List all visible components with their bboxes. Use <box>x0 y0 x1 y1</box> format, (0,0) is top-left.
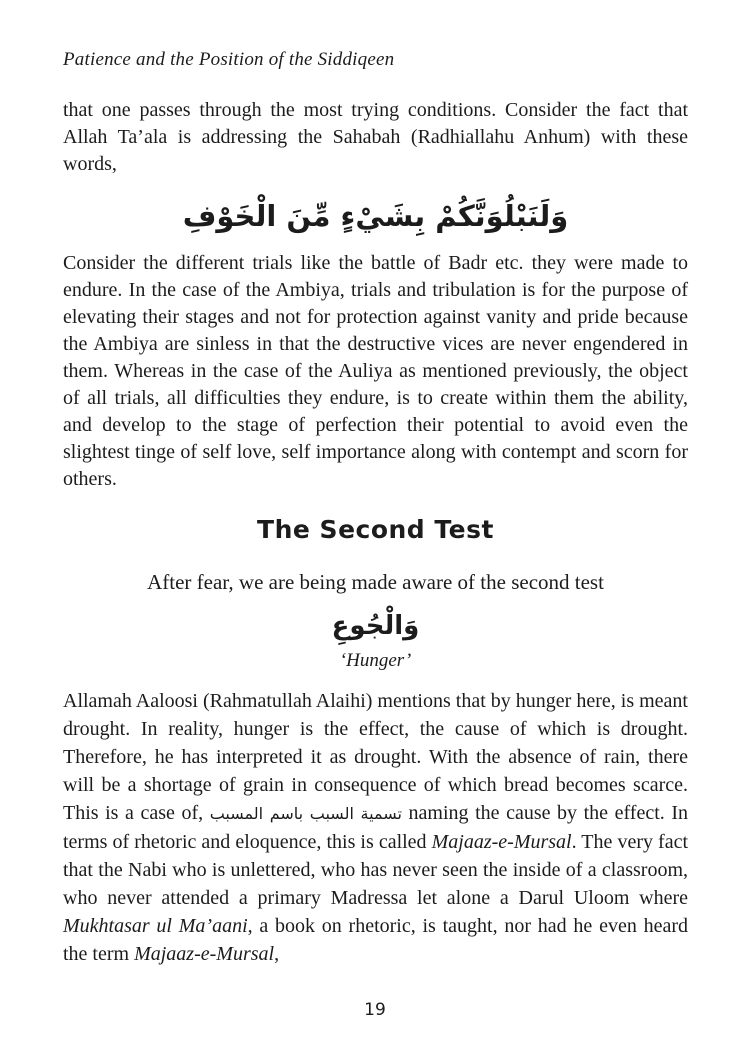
second-test-intro-line: After fear, we are being made aware of the second test <box>147 569 604 594</box>
section-heading-second-test: The Second Test <box>257 515 494 544</box>
page-number: 19 <box>364 1000 386 1020</box>
arabic-word-hunger: وَالْجُوعِ <box>331 610 420 641</box>
hunger-translation-caption: ‘Hunger’ <box>339 649 412 671</box>
paragraph-intro: that one passes through the most trying conditions. Consider the fact that Allah Ta’ala is addressing the Sahabah (Radhiallahu Anhum) with these words, <box>63 99 688 175</box>
paragraph-hunger-explanation: Allamah Aaloosi (Rahmatullah Alaihi) mentions that by hunger here, is meant drought. In reality, hunger is the effect, the cause of which is drought. Therefore, he has interpreted it as drought. With the absence of rain, there will be a shortage of grain in consequence of which bread becomes scarce. This is a case of, تسمية السبب باسم المسبب naming the cause by the effect. In terms of rhetoric and eloquence, this is called Majaaz-e-Mursal. The very fact that the Nabi who is unlettered, who has never seen the inside of a classroom, who never attended a primary Madressa let alone a Darul Uloom where Mukhtasar ul Ma’aani, a book on rhetoric, is taught, nor had he even heard the term Majaaz-e-Mursal, <box>63 689 689 965</box>
paragraph-trials: Consider the different trials like the battle of Badr etc. they were made to endure. In the case of the Ambiya, trials and tribulation is for the purpose of elevating their stages and not for protection against vanity and pride because the Ambiya are sinless in that the destructive vices are never engendered in them. Whereas in the case of the Auliya as mentioned previously, the object of all trials, all difficulties they endure, is to create within them the ability, and develop to the stage of perfection their potential to avoid even the slightest tinge of self love, self importance along with contempt and scorn for others. <box>63 252 688 490</box>
arabic-verse-fear: وَلَنَبْلُوَنَّكُمْ بِشَيْءٍ مِّنَ الْخَوْفِ <box>182 199 569 233</box>
running-header: Patience and the Position of the Siddiqeen <box>63 49 395 70</box>
